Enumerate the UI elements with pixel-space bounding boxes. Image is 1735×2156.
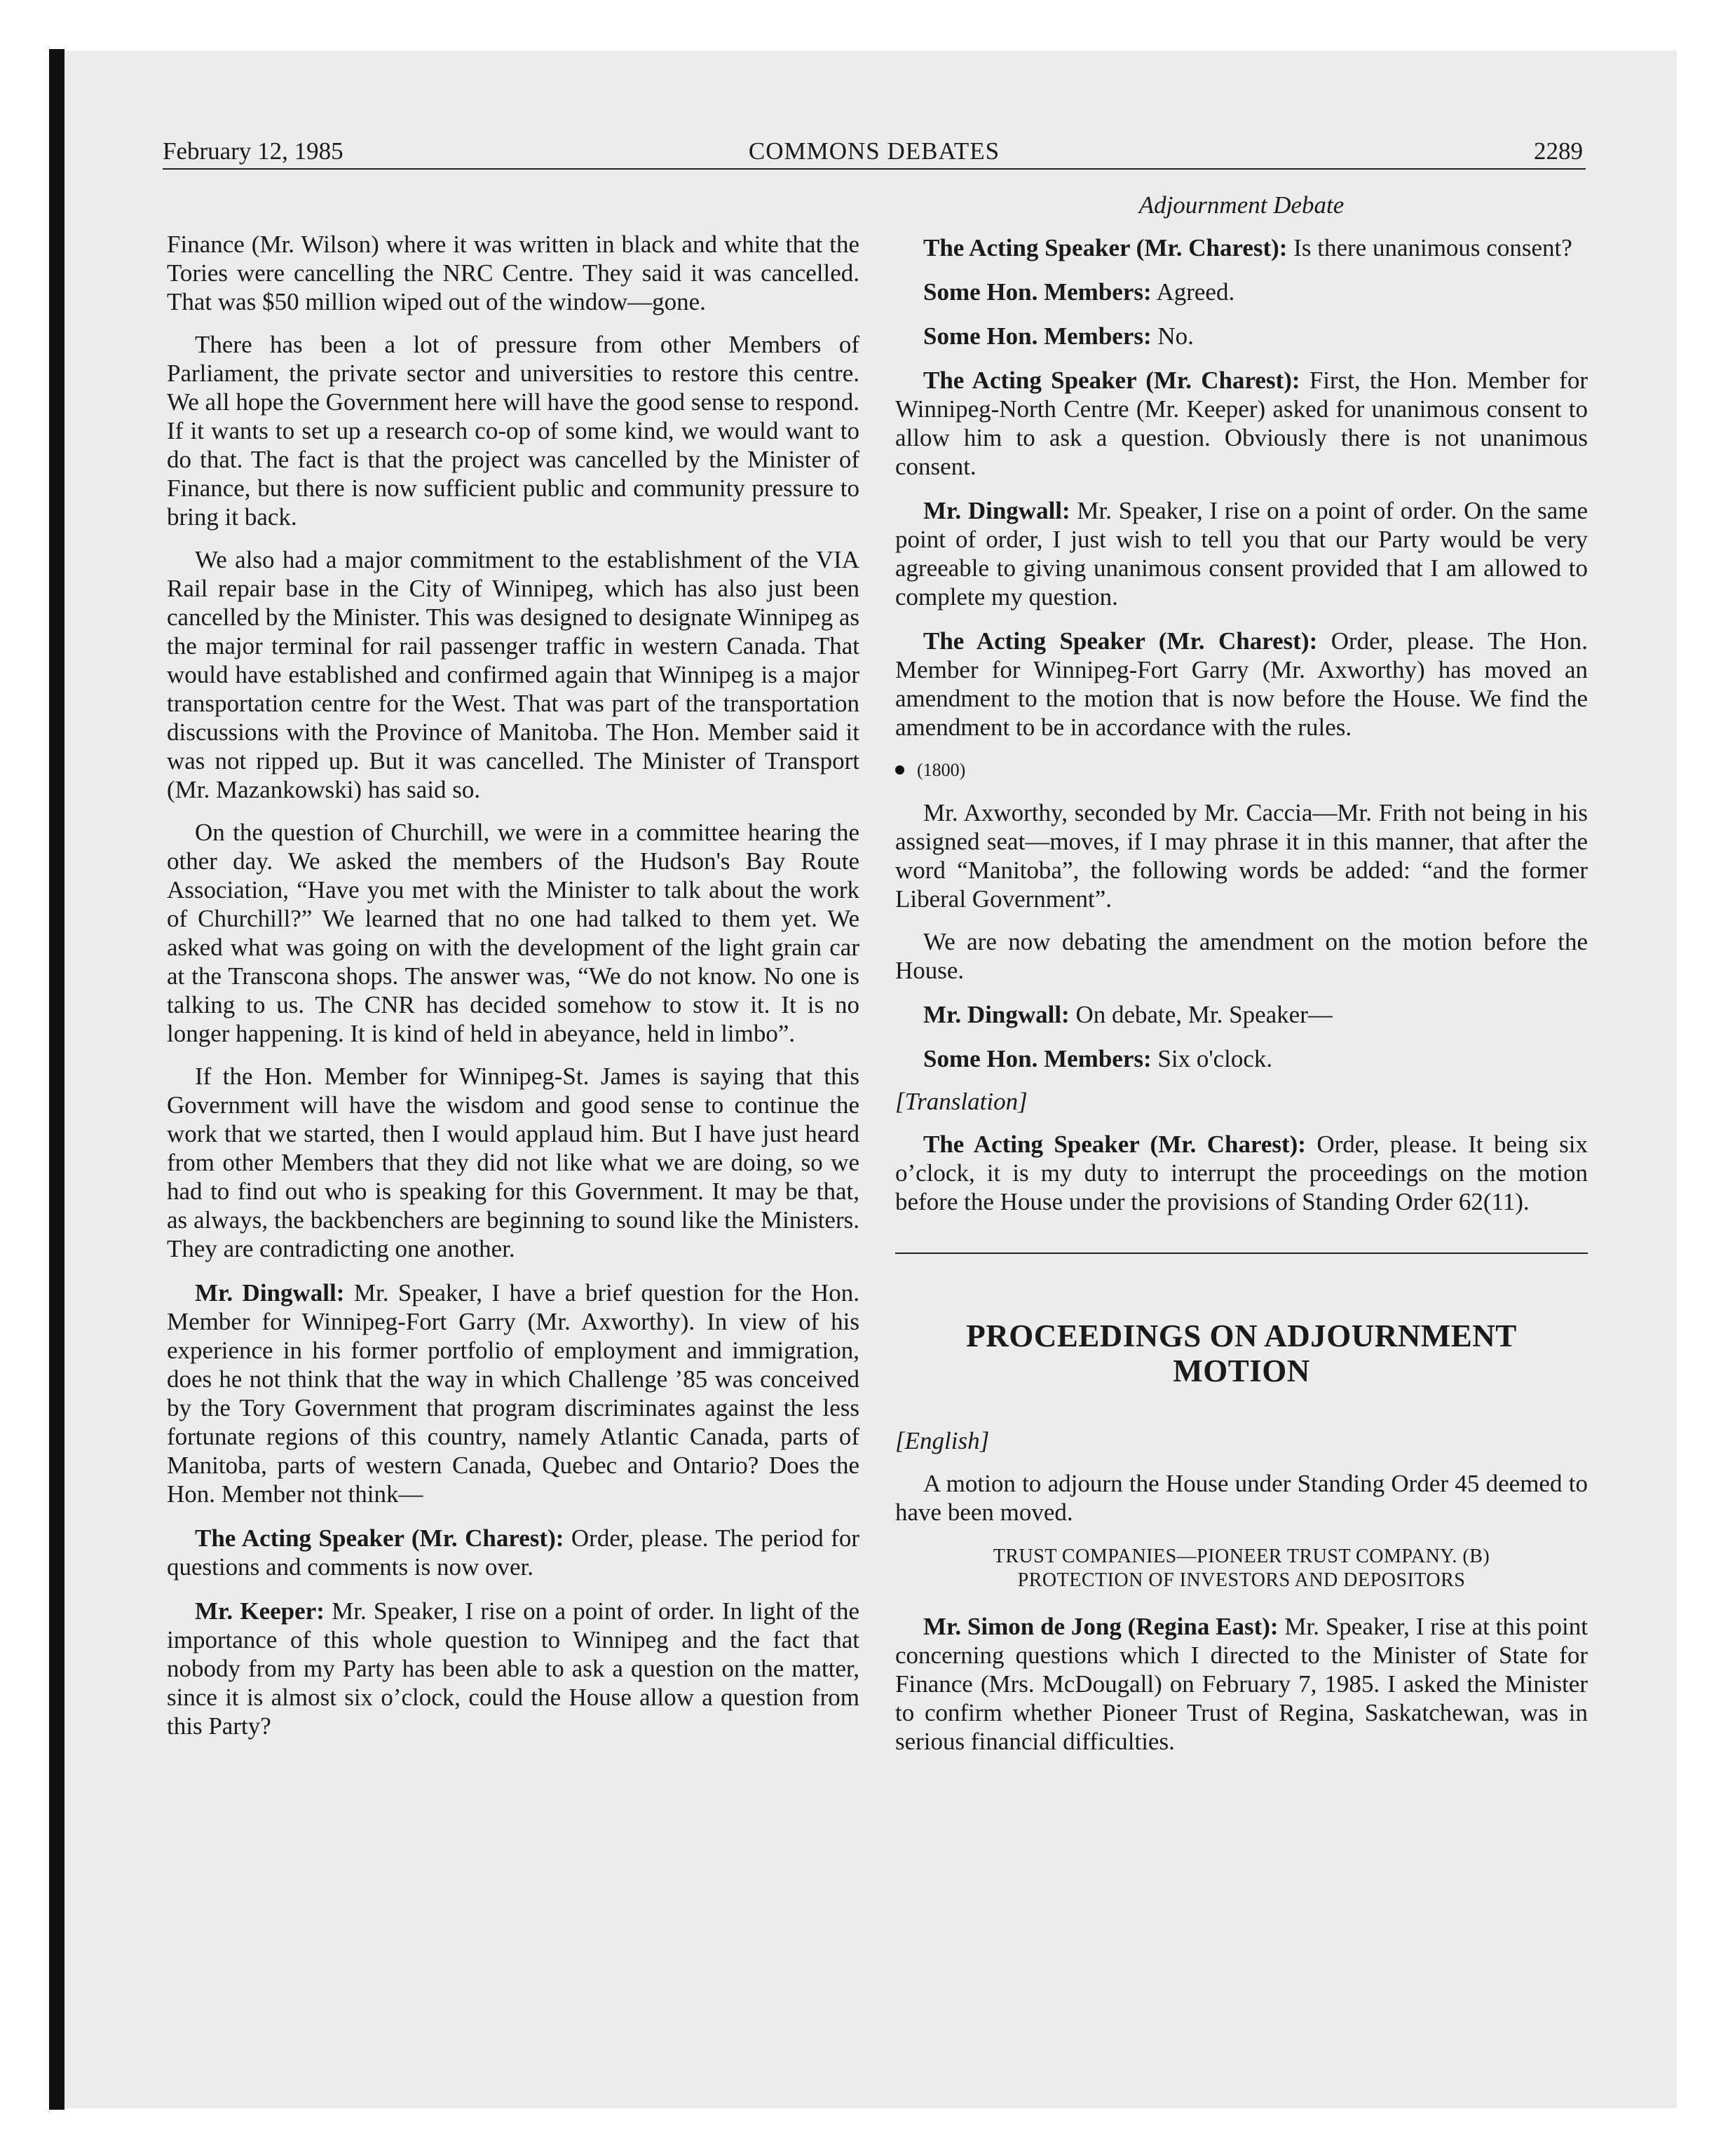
speech <box>895 366 1588 481</box>
speech <box>895 278 1588 306</box>
speech-text: Order, please. The period for questions and comments is now over. <box>167 1524 859 1581</box>
header-page-number: 2289 <box>1534 137 1583 165</box>
timestamp-text: (1800) <box>917 760 966 780</box>
page-header <box>163 137 1586 170</box>
right-column <box>895 191 1588 1770</box>
header-title: COMMONS DEBATES <box>748 137 1000 165</box>
speech <box>895 233 1588 262</box>
speaker-name: Mr. Dingwall: <box>195 1279 345 1306</box>
timestamp <box>895 756 1588 784</box>
speech <box>167 1278 859 1508</box>
speech-text: Mr. Speaker, I rise at this point concerning questions which I directed to the Minister of State for Finance (Mrs. McDougall) on February 7, 1985. I asked the Minister to confirm whether Pioneer Trust of Regina, Saskatchewan, was in serious financial difficulties. <box>895 1613 1588 1755</box>
speaker-name: Some Hon. Members: <box>923 1045 1152 1072</box>
paragraph: There has been a lot of pressure from other Members of Parliament, the private sector and universities to restore this centre. We all hope the Government here will have the good sense to respond. If it wants to set up a research co-op of some kind, we would want to do that. The fact is that the project was cancelled by the Minister of Finance, but there is now sufficient public and community pressure to bring it back. <box>167 331 859 531</box>
speech-text: No. <box>1151 322 1194 350</box>
section-divider <box>895 1253 1588 1254</box>
speaker-name: The Acting Speaker (Mr. Charest): <box>923 627 1318 655</box>
header-date: February 12, 1985 <box>163 137 343 165</box>
speaker-name: Some Hon. Members: <box>923 322 1152 350</box>
subheading-line: TRUST COMPANIES—PIONEER TRUST COMPANY. (B) <box>993 1546 1490 1567</box>
speech-text: Is there unanimous consent? <box>1287 234 1572 261</box>
speaker-name: The Acting Speaker (Mr. Charest): <box>923 1131 1306 1158</box>
speech <box>895 322 1588 350</box>
scan-shadow-bar <box>49 49 64 2110</box>
speech-text: First, the Hon. Member for Winnipeg-North Centre (Mr. Keeper) asked for unanimous consent to allow him to ask a question. Obviously there is not unanimous consent. <box>895 367 1588 480</box>
speaker-name: The Acting Speaker (Mr. Charest): <box>923 367 1300 394</box>
speaker-name: Some Hon. Members: <box>923 278 1152 306</box>
translation-tag: [Translation] <box>895 1088 1028 1115</box>
running-head: Adjournment Debate <box>1138 191 1345 219</box>
paragraph: Finance (Mr. Wilson) where it was written in black and white that the Tories were cancelling the NRC Centre. They said it was cancelled. That was $50 million wiped out of the window—gone. <box>167 231 859 315</box>
speaker-name: Mr. Dingwall: <box>923 1001 1070 1028</box>
speech <box>167 1597 859 1740</box>
speech-text: Mr. Speaker, I have a brief question for the Hon. Member for Winnipeg-Fort Garry (Mr. Axworthy). In view of his experience in his former portfolio of employment and immigration, does he not think that the way in which Challenge ’85 was conceived by the Tory Government that program discriminates against the less fortunate regions of this country, namely Atlantic Canada, parts of Manitoba, parts of western Canada, Quebec and Ontario? Does the Hon. Member not think— <box>167 1279 860 1508</box>
speech-text: Mr. Speaker, I rise on a point of order. In light of the importance of this whole question to Winnipeg and the fact that nobody from my Party has been able to ask a question on the matter, since it is almost six o’clock, could the House allow a question from this Party? <box>167 1597 860 1740</box>
speech <box>895 1000 1588 1029</box>
speech-text: Order, please. It being six o’clock, it is my duty to interrupt the proceedings on the motion before the House under the provisions of Standing Order 62(11). <box>895 1131 1588 1215</box>
paragraph: If the Hon. Member for Winnipeg-St. James is saying that this Government will have the wisdom and good sense to continue the work that we started, then I would applaud him. But I have just heard from other Members that they did not like what we are doing, so we had to find out who is speaking for this Government. It may be that, as always, the backbenchers are beginning to sound like the Ministers. They are contradicting one another. <box>167 1063 859 1262</box>
speaker-name: The Acting Speaker (Mr. Charest): <box>195 1524 564 1552</box>
speaker-name: Mr. Keeper: <box>195 1597 325 1625</box>
paragraph: On the question of Churchill, we were in a committee hearing the other day. We asked the members of the Hudson's Bay Route Association, “Have you met with the Minister to talk about the work of Churchill?” We learned that no one had talked to them yet. We asked what was going on with the development of the light grain car at the Transcona shops. The answer was, “We do not know. No one is talking to us. The CNR has decided somehow to stow it. It is no longer happening. It is kind of held in abeyance, held in limbo”. <box>167 819 859 1047</box>
speaker-name: Mr. Dingwall: <box>923 497 1070 524</box>
speech-text: Agreed. <box>1151 278 1235 306</box>
speech <box>895 1044 1588 1073</box>
bullet-icon <box>895 765 904 775</box>
speech <box>895 496 1588 611</box>
paragraph: We are now debating the amendment on the motion before the House. <box>895 928 1588 984</box>
speech-text: On debate, Mr. Speaker— <box>1069 1001 1333 1028</box>
subheading-line: PROTECTION OF INVESTORS AND DEPOSITORS <box>1017 1569 1466 1591</box>
speech-text: Order, please. The Hon. Member for Winnipeg-Fort Garry (Mr. Axworthy) has moved an amendment to the motion that is now before the House. We find the amendment to be in accordance with the rules. <box>895 627 1588 741</box>
speaker-name: Mr. Simon de Jong (Regina East): <box>923 1613 1279 1640</box>
subheading <box>895 1545 1588 1592</box>
scan-border <box>0 0 53 2156</box>
paragraph: We also had a major commitment to the establishment of the VIA Rail repair base in the City of Winnipeg, which has also just been cancelled by the Minister. This was designed to designate Winnipeg as the major terminal for rail passenger traffic in western Canada. That would have established and confirmed again that Winnipeg is a major transportation centre for the West. That was part of the transportation discussions with the Province of Manitoba. The Hon. Member said it was not ripped up. But it was cancelled. The Minister of Transport (Mr. Mazankowski) has said so. <box>167 546 859 803</box>
english-tag: [English] <box>895 1427 990 1454</box>
speech <box>895 1612 1588 1756</box>
speech <box>895 1130 1588 1216</box>
left-column <box>167 230 859 1754</box>
speaker-name: The Acting Speaker (Mr. Charest): <box>923 234 1288 261</box>
speech-text: Six o'clock. <box>1151 1045 1273 1072</box>
paragraph: A motion to adjourn the House under Standing Order 45 deemed to have been moved. <box>895 1470 1588 1526</box>
speech <box>167 1524 859 1581</box>
section-heading: PROCEEDINGS ON ADJOURNMENT MOTION <box>966 1318 1517 1389</box>
paragraph: Mr. Axworthy, seconded by Mr. Caccia—Mr. Frith not being in his assigned seat—moves, if I may phrase it in this manner, that after the word “Manitoba”, the following words be added: “and the former Liberal Government”. <box>895 799 1588 913</box>
speech-text: Mr. Speaker, I rise on a point of order. On the same point of order, I just wish to tell you that our Party would be very agreeable to giving unanimous consent provided that I am allowed to complete my question. <box>895 497 1588 610</box>
speech <box>895 627 1588 742</box>
